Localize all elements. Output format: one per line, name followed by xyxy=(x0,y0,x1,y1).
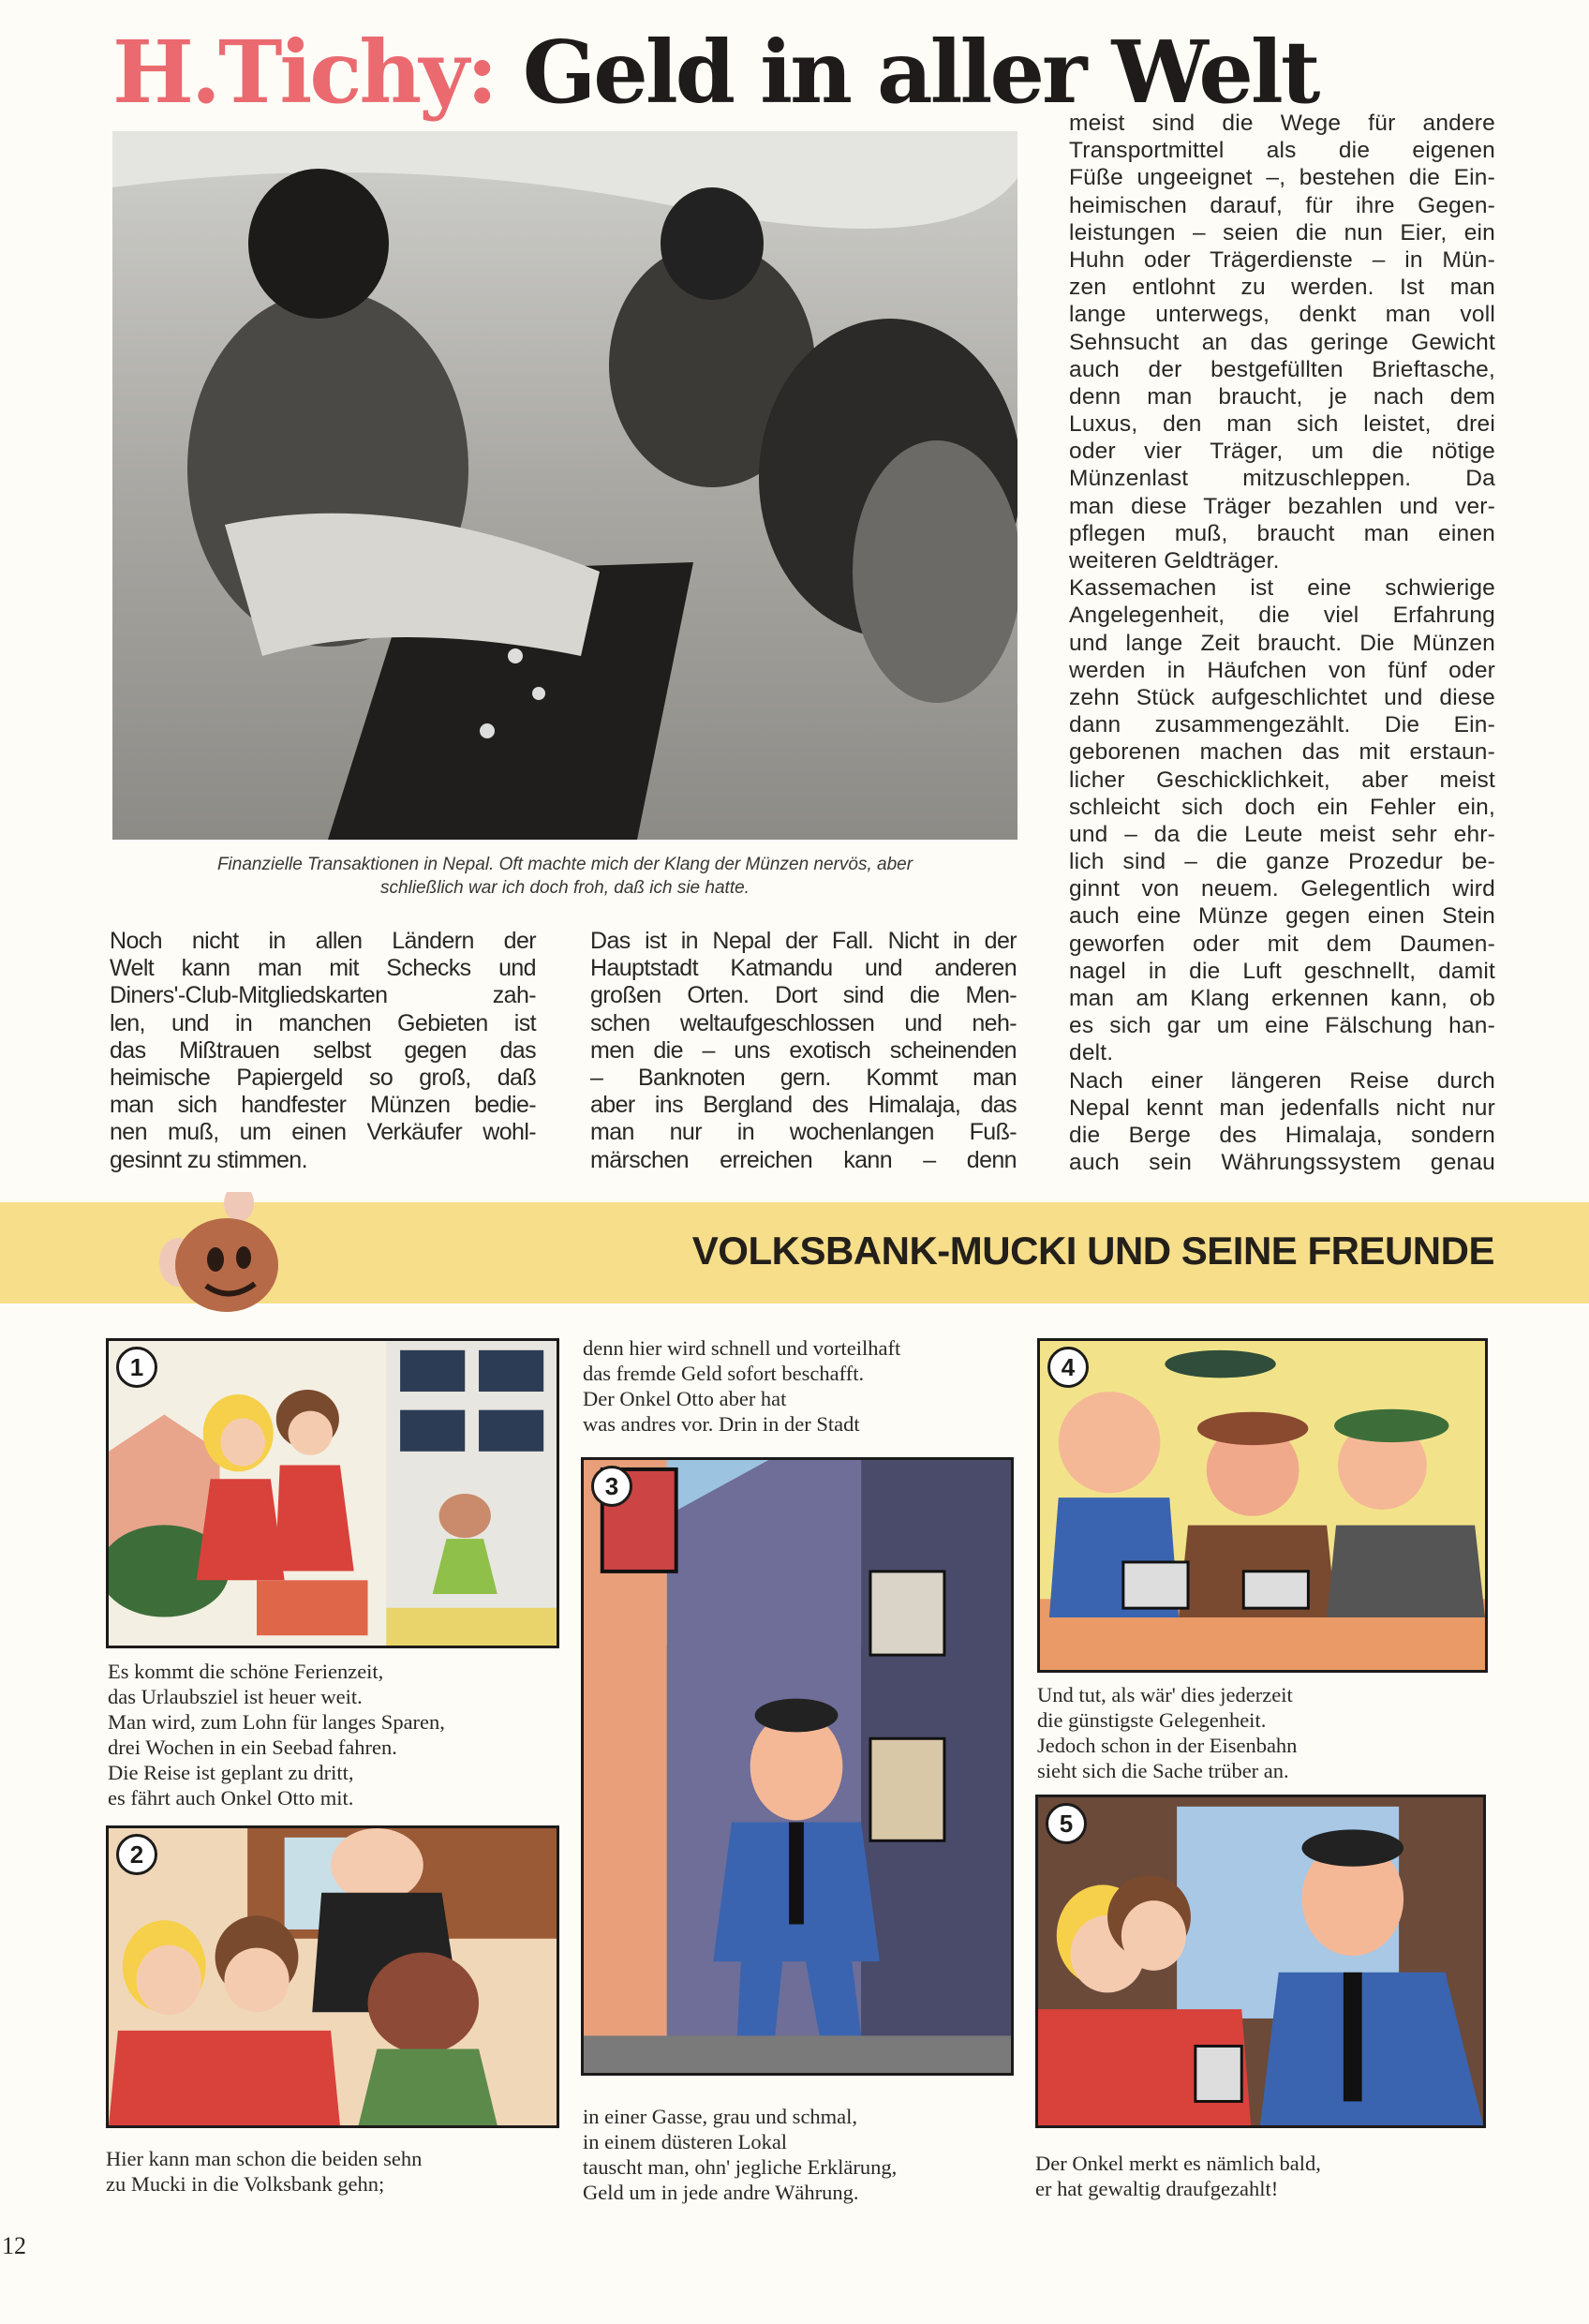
article-line: pflegen muß, braucht man einen xyxy=(1069,520,1495,546)
article-line: man diese Träger bezahlen und ver- xyxy=(1069,493,1495,519)
caption-line: es fährt auch Onkel Otto mit. xyxy=(108,1786,354,1810)
article-line: Kassemachen ist eine schwierige xyxy=(1069,575,1495,602)
article-line: und – da die Leute meist sehr ehr- xyxy=(1069,821,1495,847)
caption-line: Der Onkel Otto aber hat xyxy=(583,1387,787,1410)
caption-line: Es kommt die schöne Ferienzeit, xyxy=(108,1660,384,1683)
article-line: zehn Stück aufgeschlichtet und diese xyxy=(1069,684,1495,710)
article-line: Hauptstadt Katmandu und anderen xyxy=(590,955,1017,982)
caption-line: in einer Gasse, grau und schmal, xyxy=(583,2105,858,2128)
article-line: men die – uns exotisch scheinenden xyxy=(590,1036,1017,1064)
caption-line: zu Mucki in die Volksbank gehn; xyxy=(106,2172,385,2196)
article-line: Welt kann man mit Schecks und xyxy=(110,955,536,982)
panel-number-badge: 2 xyxy=(116,1834,157,1875)
caption-line: was andres vor. Drin in der Stadt xyxy=(583,1412,860,1436)
article-line: Luxus, den man sich leistet, drei xyxy=(1069,411,1495,438)
caption-line: das fremde Geld sofort beschafft. xyxy=(583,1362,865,1385)
article-line: Angelegenheit, die viel Erfahrung xyxy=(1069,603,1495,629)
article-line: – Banknoten gern. Kommt man xyxy=(590,1064,1017,1091)
headline: Geld in aller Welt xyxy=(522,22,1318,123)
panel-number-badge: 5 xyxy=(1046,1803,1087,1844)
article-line: auch sein Währungssystem genau xyxy=(1069,1150,1495,1176)
article-line: leistungen – seien die nun Eier, ein xyxy=(1069,219,1495,246)
article-line: Münzenlast mitzuschleppen. Da xyxy=(1069,466,1495,492)
caption-line: sieht sich die Sache trüber an. xyxy=(1037,1759,1289,1782)
article-column-1 xyxy=(110,928,536,1174)
panel-number-badge: 3 xyxy=(591,1466,632,1507)
article-line: Das ist in Nepal der Fall. Nicht in der xyxy=(590,928,1017,954)
caption-line: Und tut, als wär' dies jederzeit xyxy=(1037,1683,1293,1706)
article-line: man am Klang erkennen kann, ob xyxy=(1069,986,1495,1011)
panel-2-caption xyxy=(106,2146,422,2197)
comic-title: VOLKSBANK-MUCKI UND SEINE FREUNDE xyxy=(691,1229,1494,1273)
article-line: Huhn oder Trägerdienste – in Mün- xyxy=(1069,246,1495,273)
comic-panel-3 xyxy=(581,1457,1014,2076)
caption-line: Hier kann man schon die beiden sehn xyxy=(106,2147,423,2170)
panel-number-badge: 4 xyxy=(1047,1347,1089,1388)
panel-1-caption xyxy=(108,1659,445,1810)
article-line: und lange Zeit braucht. Die Münzen xyxy=(1069,630,1495,656)
article-line: Sehnsucht an das geringe Gewicht xyxy=(1069,329,1495,355)
article-line: großen Orten. Dort sind die Men- xyxy=(590,982,1017,1009)
photo-caption-line: schließlich war ich doch froh, daß ich sie hatte. xyxy=(380,878,750,898)
article-column-3 xyxy=(1069,110,1495,1176)
article-line: geborenen machen das mit erstaun- xyxy=(1069,739,1495,766)
article-line: heimische Papiergeld so groß, daß xyxy=(110,1064,536,1091)
article-line: nen muß, um einen Verkäufer wohl- xyxy=(110,1119,536,1146)
article-line: ginnt von neuem. Gelegentlich wird xyxy=(1069,876,1495,902)
caption-line: das Urlaubsziel ist heuer weit. xyxy=(108,1685,363,1708)
caption-line: denn hier wird schnell und vorteilhaft xyxy=(583,1336,901,1360)
article-line: die Berge des Himalaja, sondern xyxy=(1069,1122,1495,1148)
panel-4-caption xyxy=(1037,1682,1297,1783)
article-line: heimischen darauf, für ihre Gegen- xyxy=(1069,192,1495,218)
article-line: nagel in die Luft geschnellt, damit xyxy=(1069,958,1495,984)
article-line: Transportmittel als die eigenen xyxy=(1069,138,1495,164)
panel-5-caption xyxy=(1035,2151,1321,2201)
article-line: schen weltaufgeschlossen und neh- xyxy=(590,1009,1017,1036)
article-line: weiteren Geldträger. xyxy=(1069,548,1280,574)
article-line: len, und in manchen Gebieten ist xyxy=(110,1009,536,1036)
article-line: dann zusammengezählt. Die Ein- xyxy=(1069,712,1495,738)
article-line: Nepal kennt man jedenfalls nicht nur xyxy=(1069,1095,1495,1121)
article-line: man nur in wochenlangen Fuß- xyxy=(590,1119,1017,1146)
panel-number-badge: 1 xyxy=(116,1347,157,1388)
mucki-mouse-icon xyxy=(150,1192,290,1319)
panel-3-caption xyxy=(583,2104,897,2205)
caption-line: die günstigste Gelegenheit. xyxy=(1037,1708,1267,1732)
article-line: lich sind – die ganze Prozedur be- xyxy=(1069,849,1495,875)
article-line: märschen erreichen kann – denn xyxy=(590,1146,1017,1173)
article-line: schleicht sich doch ein Fehler ein, xyxy=(1069,794,1495,820)
article-line: Diners'-Club-Mitgliedskarten zah- xyxy=(110,982,536,1009)
page-number: 12 xyxy=(2,2232,26,2259)
caption-line: Die Reise ist geplant zu dritt, xyxy=(108,1761,354,1784)
photo-caption-line: Finanzielle Transaktionen in Nepal. Oft machte mich der Klang der Münzen nervös, aber xyxy=(216,855,913,874)
article-line: geworfen oder mit dem Daumen- xyxy=(1069,931,1495,957)
article-line: zen entlohnt zu werden. Ist man xyxy=(1069,275,1495,301)
article-line: lange unterwegs, denkt man voll xyxy=(1069,302,1495,328)
article-line: Noch nicht in allen Ländern der xyxy=(110,928,536,954)
nepal-photo xyxy=(112,131,1017,840)
panel-3-caption-above xyxy=(583,1335,900,1437)
caption-line: Geld um in jede andre Währung. xyxy=(583,2181,859,2204)
caption-line: Man wird, zum Lohn für langes Sparen, xyxy=(108,1710,445,1734)
comic-panel-5 xyxy=(1035,1795,1486,2128)
article-line: delt. xyxy=(1069,1040,1114,1066)
article-title xyxy=(112,21,1499,124)
caption-line: tauscht man, ohn' jegliche Erklärung, xyxy=(583,2155,898,2179)
article-line: werden in Häufchen von fünf oder xyxy=(1069,657,1495,683)
author-name: H.Tichy: xyxy=(112,22,496,123)
article-line: licher Geschicklichkeit, aber meist xyxy=(1069,767,1495,793)
caption-line: drei Wochen in ein Seebad fahren. xyxy=(108,1736,397,1759)
photo-caption xyxy=(112,853,1017,900)
article-line: das Mißtrauen selbst gegen das xyxy=(110,1036,536,1064)
article-line: aber ins Bergland des Himalaja, das xyxy=(590,1092,1017,1119)
article-line: auch eine Münze gegen einen Stein xyxy=(1069,903,1495,930)
article-line: denn man braucht, je nach dem xyxy=(1069,383,1495,410)
caption-line: Jedoch schon in der Eisenbahn xyxy=(1037,1734,1298,1757)
comic-panel-4 xyxy=(1037,1338,1488,1673)
article-line: Füße ungeeignet –, bestehen die Ein- xyxy=(1069,165,1495,191)
article-line: man sich handfester Münzen bedie- xyxy=(110,1092,536,1119)
article-line: meist sind die Wege für andere xyxy=(1069,111,1495,136)
article-line: Nach einer längeren Reise durch xyxy=(1069,1067,1495,1094)
article-line: oder vier Träger, um die nötige xyxy=(1069,439,1495,465)
caption-line: er hat gewaltig draufgezahlt! xyxy=(1035,2177,1279,2200)
comic-panel-1 xyxy=(106,1338,559,1648)
article-line: es sich gar um eine Fälschung han- xyxy=(1069,1013,1495,1039)
article-line: gesinnt zu stimmen. xyxy=(110,1146,307,1173)
caption-line: Der Onkel merkt es nämlich bald, xyxy=(1035,2152,1321,2175)
comic-panel-2 xyxy=(106,1825,559,2128)
article-line: auch der bestgefüllten Brieftasche, xyxy=(1069,356,1495,382)
caption-line: in einem düsteren Lokal xyxy=(583,2130,788,2153)
article-column-2 xyxy=(590,928,1017,1174)
